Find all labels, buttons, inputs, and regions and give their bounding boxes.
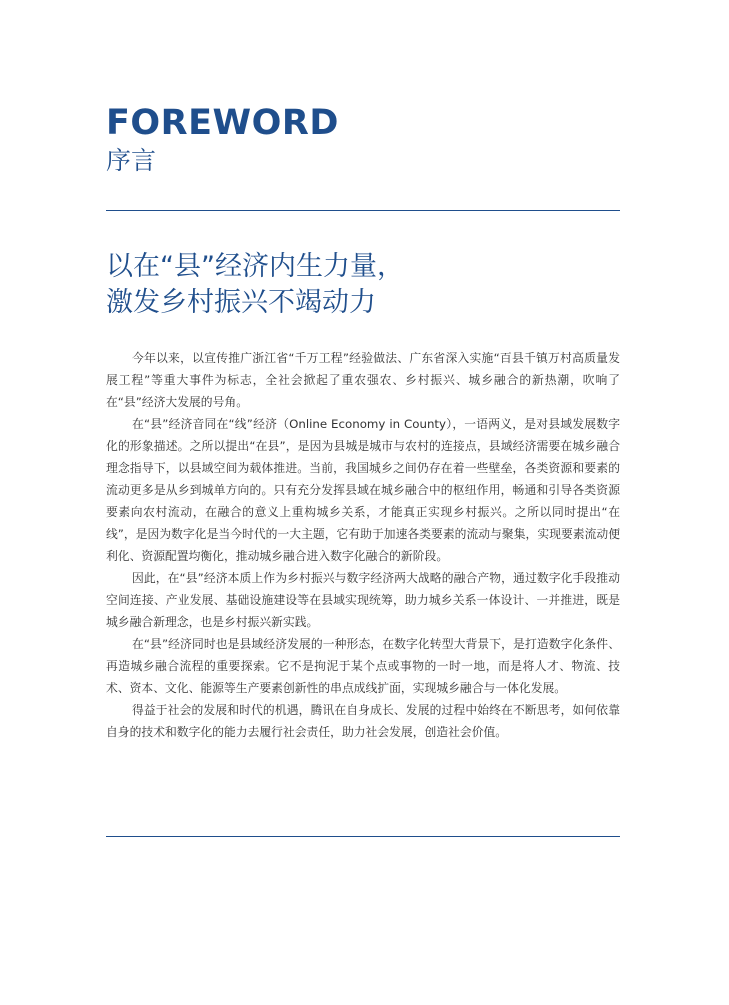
- headline-line-1: 以在“县”经济内生力量，: [106, 251, 404, 282]
- headline: [106, 249, 620, 321]
- paragraph: 在“县”经济音同在“线”经济（Online Economy in County），一语两义，是对县域发展数字化的形象描述。之所以提出“在县”，是因为县城是城市与农村的连接点，县域经济需要在城乡融合理念指导下，以县域空间为载体推进。当前，我国城乡之间仍存在着一些壁垒，各类资源和要素的流动更多是从乡到城单方向的。只有充分发挥县域在城乡融合中的枢纽作用，畅通和引导各类资源要素向农村流动，在融合的意义上重构城乡关系，才能真正实现乡村振兴。之所以同时提出“在线”，是因为数字化是当今时代的一大主题，它有助于加速各类要素的流动与聚集，实现要素流动便利化、资源配置均衡化，推动城乡融合进入数字化融合的新阶段。: [106, 417, 620, 563]
- top-divider: [106, 210, 620, 211]
- paragraph: 得益于社会的发展和时代的机遇，腾讯在自身成长、发展的过程中始终在不断思考，如何依靠自身的技术和数字化的能力去履行社会责任，助力社会发展，创造社会价值。: [106, 703, 620, 739]
- page-title-english: FOREWORD: [106, 103, 339, 143]
- headline-line-2: 激发乡村振兴不竭动力: [106, 287, 376, 318]
- paragraph: 因此，在“县”经济本质上作为乡村振兴与数字经济两大战略的融合产物，通过数字化手段推动空间连接、产业发展、基础设施建设等在县域实现统筹，助力城乡关系一体设计、一并推进，既是城乡融合新理念，也是乡村振兴新实践。: [106, 571, 620, 629]
- paragraph: 在“县”经济同时也是县域经济发展的一种形态，在数字化转型大背景下，是打造数字化条件、再造城乡融合流程的重要探索。它不是拘泥于某个点或事物的一时一地，而是将人才、物流、技术、资本、文化、能源等生产要素创新性的串点成线扩面，实现城乡融合与一体化发展。: [106, 637, 620, 695]
- paragraph: 今年以来，以宣传推广浙江省“千万工程”经验做法、广东省深入实施“百县千镇万村高质量发展工程”等重大事件为标志，全社会掀起了重农强农、乡村振兴、城乡融合的新热潮，吹响了在“县”经济大发展的号角。: [106, 351, 620, 409]
- foreword-body: [106, 347, 620, 743]
- page-title-chinese: 序言: [106, 146, 157, 175]
- bottom-divider: [106, 836, 620, 837]
